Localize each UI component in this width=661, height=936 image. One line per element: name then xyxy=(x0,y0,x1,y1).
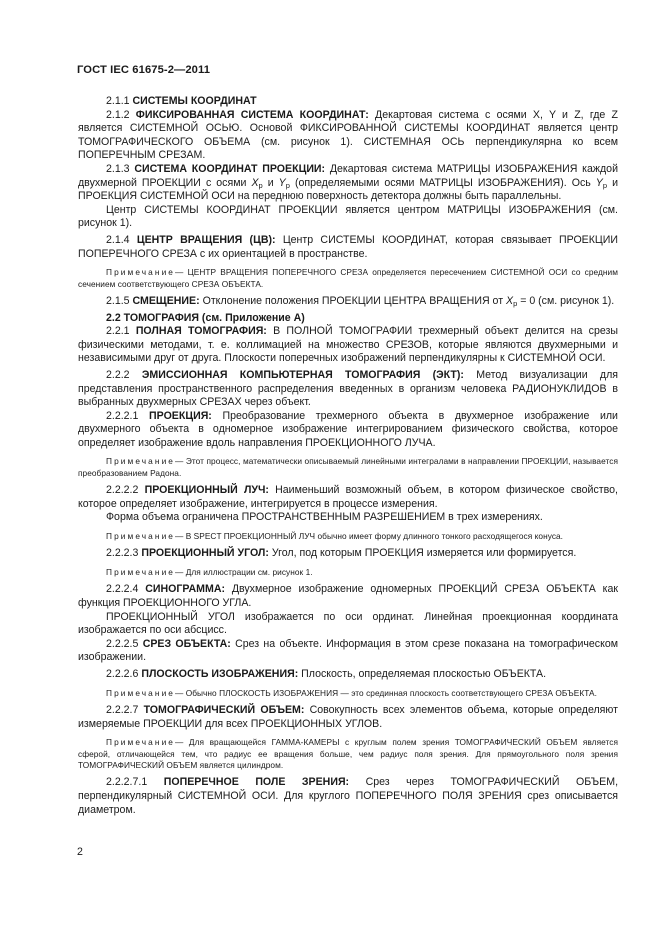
clause-text: В ПОЛНОЙ ТОМОГРАФИИ трехмерный объект делится на срезы физическими методами, т. е. коллимацией на множество СРЕЗОВ, которые являются двухмерными и независимыми друг от друга. Плоскости поперечных изображений перпендикулярны к СИСТЕМНОЙ ОСИ. xyxy=(78,325,618,365)
axis-symbol: X xyxy=(506,294,514,307)
page-number: 2 xyxy=(77,846,83,858)
section-2-2-1 xyxy=(78,325,618,366)
note-text: — Этот процесс, математически описываемый линейными интегралами в направлении ПРОЕКЦИИ, называется преобразованием Радона. xyxy=(78,456,618,478)
clause-term: СИНОГРАММА: xyxy=(145,583,225,596)
clause-text: Двухмерное изображение одномерных ПРОЕКЦИЙ СРЕЗА ОБЪЕКТА как функция ПРОЕКЦИОННОГО УГЛА. xyxy=(78,583,618,610)
section-2-2-2-1 xyxy=(78,410,618,451)
section-2-1-3 xyxy=(78,163,618,204)
clause-number: 2.2.2.2 xyxy=(106,484,139,497)
clause-text: Угол, под которым ПРОЕКЦИЯ измеряется или формируется. xyxy=(271,547,577,560)
axis-subscript: p xyxy=(285,180,290,190)
section-2-2-2-2-paragraph: Форма объема ограничена ПРОСТРАНСТВЕННЫМ РАЗРЕШЕНИЕМ в трех измерениях. xyxy=(106,511,543,524)
clause-term: ЦЕНТР ВРАЩЕНИЯ (ЦВ): xyxy=(136,233,276,246)
clause-text: Срез через ТОМОГРАФИЧЕСКИЙ ОБЪЕМ, перпендикулярный СИСТЕМНОЙ ОСИ. Для круглого ПОПЕРЕЧНОГО ПОЛЯ ЗРЕНИЯ срез описывается диаметром. xyxy=(78,776,619,816)
note-text: — ЦЕНТР ВРАЩЕНИЯ ПОПЕРЕЧНОГО СРЕЗА определяется пересечением СИСТЕМНОЙ ОСИ со средним сечением соответствующего СРЕЗА ОБЪЕКТА. xyxy=(78,267,618,289)
note-4 xyxy=(78,567,618,578)
clause-number: 2.1.1 xyxy=(106,95,130,107)
section-2-2-2-4 xyxy=(78,583,618,610)
note-label: Примечание xyxy=(106,567,176,578)
note-3 xyxy=(78,531,618,542)
clause-text: Декартовая система с осями X, Y и Z, где Z является СИСТЕМНОЙ ОСЬЮ. Основой ФИКСИРОВАННОЙ СИСТЕМЫ КООРДИНАТ является центр ТОМОГРАФИЧЕСКОГО ОБЪЕМА (см. рисунок 1). СИСТЕМНАЯ ОСЬ перпендикулярна ко всем ПОПЕРЕЧНЫМ СРЕЗАМ. xyxy=(78,108,618,162)
clause-text: и ПРОЕКЦИЯ СИСТЕМНОЙ ОСИ на переднюю поверхность детектора должны быть параллельны. xyxy=(78,176,618,203)
axis-symbol: Y xyxy=(278,176,286,189)
clause-text: Декартовая система МАТРИЦЫ ИЗОБРАЖЕНИЯ каждой двухмерной ПРОЕКЦИИ с осями xyxy=(78,162,618,189)
section-2-2-2-7 xyxy=(78,704,618,731)
section-heading: 2.2 ТОМОГРАФИЯ (см. Приложение А) xyxy=(106,311,305,324)
section-2-1-2 xyxy=(78,109,618,163)
note-text: — В SPECT ПРОЕКЦИОННЫЙ ЛУЧ обычно имеет форму длинного тонкого расходящегося конуса. xyxy=(175,531,564,542)
axis-subscript: p xyxy=(513,298,518,308)
clause-text: Наименьший возможный объем, в котором физическое свойство, которое определяет изображение, интегрируется в процессе измерения. xyxy=(78,484,618,510)
clause-term: ПРОЕКЦИОННЫЙ УГОЛ: xyxy=(141,547,269,560)
section-2-2-2-4-paragraph: ПРОЕКЦИОННЫЙ УГОЛ изображается по оси ординат. Линейная проекционная координата изображается по оси абсцисс. xyxy=(78,610,618,637)
clause-text: Совокупность всех элементов объема, которые определяют измеряемые ПРОЕКЦИИ для всех ПРОЕКЦИОННЫХ УГЛОВ. xyxy=(78,704,618,730)
section-2-1-5 xyxy=(78,295,618,309)
clause-term: СМЕЩЕНИЕ: xyxy=(132,294,200,307)
note-2 xyxy=(78,456,618,479)
section-2-1-1 xyxy=(78,95,618,109)
section-2-2-2-6 xyxy=(78,668,618,682)
clause-term: ТОМОГРАФИЧЕСКИЙ ОБЪЕМ: xyxy=(143,704,305,717)
clause-number: 2.2.2.5 xyxy=(106,637,139,650)
clause-number: 2.2.2 xyxy=(106,368,130,381)
clause-text: Метод визуализации для представления пространственного распределения введенных в организм человека РАДИОНУКЛИДОВ в выбранных двухмерных СРЕЗАХ через объект. xyxy=(78,368,618,409)
section-2-2-2-3 xyxy=(78,547,618,561)
clause-number: 2.1.5 xyxy=(106,294,130,307)
clause-term: СРЕЗ ОБЪЕКТА: xyxy=(142,637,231,650)
clause-number: 2.1.2 xyxy=(106,108,130,121)
note-label: Примечание xyxy=(106,687,176,698)
clause-number: 2.2.1 xyxy=(106,325,130,338)
note-text: — Для вращающейся ГАММА-КАМЕРЫ с круглым полем зрения ТОМОГРАФИЧЕСКИЙ ОБЪЕМ является сферой, отличающейся тем, что радиус ее вращения больше, чем радиус поля зрения. Для прямоугольного поля зрения ТОМОГРАФИЧЕСКИЙ ОБЪЕМ является цилиндром. xyxy=(78,737,618,771)
clause-text: Отклонение положения ПРОЕКЦИИ ЦЕНТРА ВРАЩЕНИЯ от xyxy=(202,294,506,307)
clause-term: СИСТЕМА КООРДИНАТ ПРОЕКЦИИ: xyxy=(134,162,326,175)
clause-number: 2.2.2.6 xyxy=(106,668,139,681)
section-2-2-2-2 xyxy=(78,484,618,511)
clause-term: ПЛОСКОСТЬ ИЗОБРАЖЕНИЯ: xyxy=(141,668,299,681)
note-label: Примечание xyxy=(106,531,176,542)
note-1 xyxy=(78,267,618,290)
clause-term: ПОЛНАЯ ТОМОГРАФИЯ: xyxy=(135,325,267,338)
note-text: — Обычно ПЛОСКОСТЬ ИЗОБРАЖЕНИЯ — это срединная плоскость соответствующего СРЕЗА ОБЪЕКТА. xyxy=(175,687,597,698)
clause-text: Преобразование трехмерного объекта в двухмерное изображение или двухмерного объекта в одномерное изображение интегрированием физического свойства, которое определяет изображение вдоль направления ПРОЕКЦИОННОГО ЛУЧА. xyxy=(78,409,618,449)
clause-number: 2.1.4 xyxy=(106,233,130,246)
clause-text: = 0 (см. рисунок 1). xyxy=(517,294,615,307)
axis-symbol: X xyxy=(251,176,259,189)
note-label: Примечание xyxy=(106,737,176,748)
clause-number: 2.2.2.3 xyxy=(106,547,139,560)
section-2-2-2 xyxy=(78,369,618,410)
clause-text: Плоскость, определяемая плоскостью ОБЪЕКТА. xyxy=(301,668,547,681)
clause-number: 2.2.2.7.1 xyxy=(106,776,148,789)
axis-symbol: Y xyxy=(595,176,603,189)
clause-text: (определяемыми осями МАТРИЦЫ ИЗОБРАЖЕНИЯ). Ось xyxy=(289,176,596,189)
note-label: Примечание xyxy=(106,456,176,467)
clause-number: 2.2.2.1 xyxy=(106,409,139,422)
note-label: Примечание xyxy=(106,267,176,278)
note-6 xyxy=(78,737,618,771)
axis-subscript: p xyxy=(258,180,263,190)
section-2-2-2-5 xyxy=(78,638,618,665)
axis-subscript: p xyxy=(602,180,608,190)
section-2-2-heading xyxy=(78,312,618,326)
clause-term: ПОПЕРЕЧНОЕ ПОЛЕ ЗРЕНИЯ: xyxy=(163,776,350,789)
clause-term: ЭМИССИОННАЯ КОМПЬЮТЕРНАЯ ТОМОГРАФИЯ (ЭКТ): xyxy=(141,368,464,381)
clause-number: 2.2.2.7 xyxy=(106,704,139,717)
clause-term: ПРОЕКЦИОННЫЙ ЛУЧ: xyxy=(144,484,269,497)
clause-number: 2.2.2.4 xyxy=(106,583,139,596)
document-header: ГОСТ IEC 61675-2—2011 xyxy=(77,64,211,76)
clause-term: ФИКСИРОВАННАЯ СИСТЕМА КООРДИНАТ: xyxy=(135,108,369,121)
section-2-2-2-7-1 xyxy=(78,776,618,817)
clause-term: СИСТЕМЫ КООРДИНАТ xyxy=(132,95,257,107)
note-5 xyxy=(78,688,618,699)
clause-number: 2.1.3 xyxy=(106,162,130,175)
clause-text: Центр СИСТЕМЫ КООРДИНАТ, которая связывает ПРОЕКЦИИ ПОПЕРЕЧНОГО СРЕЗА с их ориентацией в пространстве. xyxy=(78,233,618,260)
clause-term: ПРОЕКЦИЯ: xyxy=(149,409,212,422)
clause-text: и xyxy=(262,176,279,189)
document-body xyxy=(78,95,618,817)
section-2-1-3-paragraph: Центр СИСТЕМЫ КООРДИНАТ ПРОЕКЦИИ является центром МАТРИЦЫ ИЗОБРАЖЕНИЯ (см. рисунок 1). xyxy=(78,203,618,230)
section-2-1-4 xyxy=(78,234,618,261)
clause-text: Срез на объекте. Информация в этом срезе показана на томографическом изображении. xyxy=(78,637,619,664)
note-text: — Для иллюстрации см. рисунок 1. xyxy=(175,567,313,578)
